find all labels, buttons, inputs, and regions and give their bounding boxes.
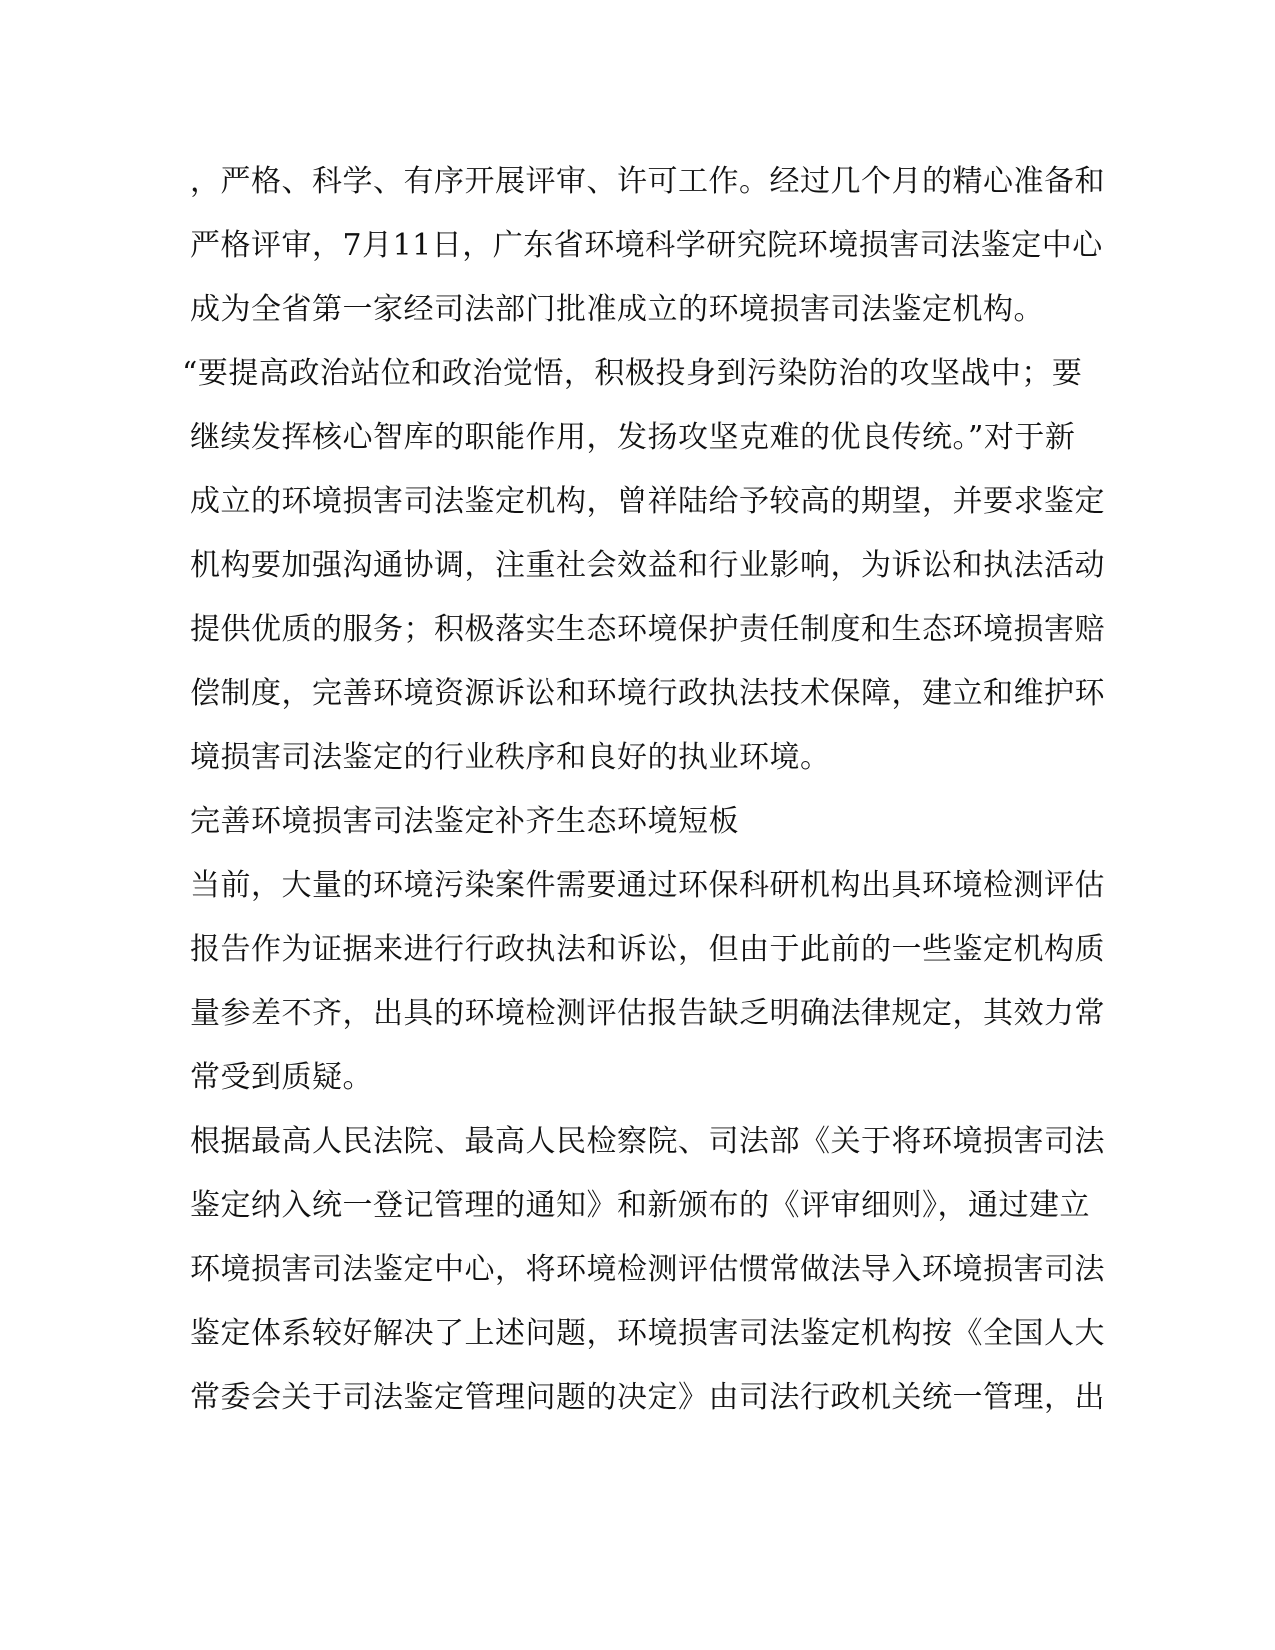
text-line: 常委会关于司法鉴定管理问题的决定》由司法行政机关统一管理，出 — [190, 1380, 1105, 1415]
text-line: 成为全省第一家经司法部门批准成立的环境损害司法鉴定机构。 — [190, 292, 1044, 327]
text-line: 境损害司法鉴定的行业秩序和良好的执业环境。 — [190, 740, 831, 775]
text-line: ，严格、科学、有序开展评审、许可工作。经过几个月的精心准备和 — [190, 164, 1105, 199]
text-line: 提供优质的服务；积极落实生态环境保护责任制度和生态环境损害赔 — [190, 612, 1105, 647]
text-line: 当前，大量的环境污染案件需要通过环保科研机构出具环境检测评估 — [190, 868, 1105, 903]
text-line: 根据最高人民法院、最高人民检察院、司法部《关于将环境损害司法 — [190, 1124, 1105, 1159]
text-line: 鉴定体系较好解决了上述问题，环境损害司法鉴定机构按《全国人大 — [190, 1316, 1105, 1351]
text-line: 鉴定纳入统一登记管理的通知》和新颁布的《评审细则》，通过建立 — [190, 1188, 1090, 1223]
text-line: 偿制度，完善环境资源诉讼和环境行政执法技术保障，建立和维护环 — [190, 676, 1105, 711]
text-line: 成立的环境损害司法鉴定机构，曾祥陆给予较高的期望，并要求鉴定 — [190, 484, 1105, 519]
text-line: 机构要加强沟通协调，注重社会效益和行业影响，为诉讼和执法活动 — [190, 548, 1105, 583]
text-line: 严格评审，7月11日，广东省环境科学研究院环境损害司法鉴定中心 — [190, 228, 1103, 263]
text-line: “要提高政治站位和政治觉悟，积极投身到污染防治的攻坚战中；要 — [182, 356, 1083, 391]
text-line: 报告作为证据来进行行政执法和诉讼，但由于此前的一些鉴定机构质 — [190, 932, 1105, 967]
text-line: 环境损害司法鉴定中心，将环境检测评估惯常做法导入环境损害司法 — [190, 1252, 1105, 1287]
document-body — [182, 158, 1105, 1438]
text-line: 量参差不齐，出具的环境检测评估报告缺乏明确法律规定，其效力常 — [190, 996, 1105, 1031]
text-line: 常受到质疑。 — [190, 1060, 373, 1095]
text-line: 继续发挥核心智库的职能作用，发扬攻坚克难的优良传统。”对于新 — [190, 420, 1076, 455]
section-heading: 完善环境损害司法鉴定补齐生态环境短板 — [190, 804, 739, 839]
